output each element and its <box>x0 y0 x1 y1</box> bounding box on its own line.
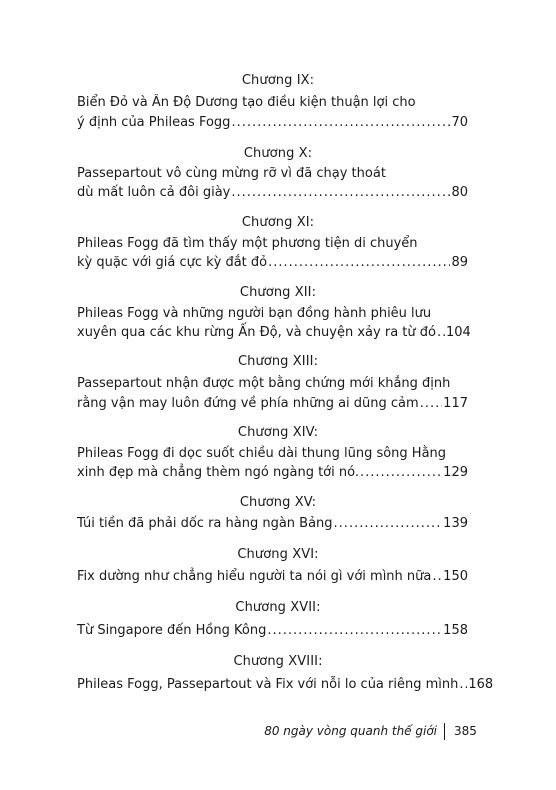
dot-leader <box>334 515 443 533</box>
toc-entry[interactable] <box>77 622 468 640</box>
chapter-heading: Chương XVII: <box>235 600 321 615</box>
dot-leader <box>437 324 445 342</box>
page-number: 158 <box>443 623 468 638</box>
entry-title-line: Phileas Fogg đã tìm thấy một phương tiện di chuyển <box>77 236 418 251</box>
toc-entry[interactable] <box>77 184 468 202</box>
chapter-heading: Chương XI: <box>241 215 315 230</box>
toc-entry[interactable] <box>77 568 468 586</box>
chapter-heading: Chương XIII: <box>237 354 319 369</box>
page-number: 168 <box>468 677 494 692</box>
page-number: 139 <box>443 516 468 531</box>
page-number: 104 <box>445 325 471 340</box>
entry-title-line: Túi tiền đã phải dốc ra hàng ngàn Bảng <box>77 516 333 531</box>
footer-divider <box>444 723 445 740</box>
chapter-heading: Chương IX: <box>241 73 315 88</box>
toc-entry[interactable] <box>77 464 468 482</box>
entry-title-line: Passepartout vô cùng mừng rỡ vì đã chạy thoát <box>77 166 386 181</box>
entry-title-line: Passepartout nhận được một bằng chứng mới khẳng định <box>77 376 451 391</box>
page-number: 150 <box>443 569 468 584</box>
page-number: 80 <box>451 185 468 200</box>
page-footer <box>0 722 556 740</box>
toc-entry[interactable] <box>77 515 468 533</box>
page-number: 70 <box>451 115 468 130</box>
dot-leader <box>231 184 450 202</box>
entry-title-line: Từ Singapore đến Hồng Kông <box>77 623 267 638</box>
folio-page-number: 385 <box>454 724 477 738</box>
toc-entry[interactable] <box>77 114 468 132</box>
chapter-heading: Chương XVIII: <box>233 654 323 669</box>
page-number: 117 <box>443 396 468 411</box>
entry-title-line: xuyên qua các khu rừng Ấn Độ, và chuyện xảy ra từ đó <box>77 325 436 340</box>
dot-leader <box>420 395 442 413</box>
chapter-heading: Chương XII: <box>239 285 317 300</box>
dot-leader <box>459 676 467 694</box>
entry-title-line: kỳ quặc với giá cực kỳ đắt đỏ <box>77 255 268 270</box>
entry-title-line: Phileas Fogg, Passepartout và Fix với nỗi lo của riêng mình <box>77 677 459 692</box>
page-number: 89 <box>451 255 468 270</box>
toc-entry[interactable] <box>77 395 468 413</box>
chapter-heading: Chương X: <box>243 146 313 161</box>
book-title: 80 ngày vòng quanh thế giới <box>264 724 437 738</box>
dot-leader <box>267 622 442 640</box>
toc-entry[interactable] <box>77 254 468 272</box>
chapter-heading: Chương XIV: <box>237 425 319 440</box>
entry-title-line: ý định của Phileas Fogg <box>77 115 231 130</box>
entry-title-line: Biển Đỏ và Ấn Độ Dương tạo điều kiện thuận lợi cho <box>77 95 416 110</box>
dot-leader <box>231 114 450 132</box>
toc-entry[interactable] <box>77 324 471 342</box>
toc-entry[interactable] <box>77 676 494 694</box>
chapter-heading: Chương XVI: <box>237 547 319 562</box>
dot-leader <box>268 254 450 272</box>
entry-title-line: Fix dường như chẳng hiểu người ta nói gì với mình nữa <box>77 569 432 584</box>
entry-title-line: Phileas Fogg và những người bạn đồng hành phiêu lưu <box>77 306 432 321</box>
page-number: 129 <box>443 465 468 480</box>
dot-leader <box>432 568 442 586</box>
entry-title-line: xinh đẹp mà chẳng thèm ngó ngàng tới nó. <box>77 465 359 480</box>
dot-leader <box>360 464 442 482</box>
entry-title-line: dù mất luôn cả đôi giày <box>77 185 231 200</box>
entry-title-line: Phileas Fogg đi dọc suốt chiều dài thung lũng sông Hằng <box>77 446 447 461</box>
entry-title-line: rằng vận may luôn đứng về phía những ai dũng cảm <box>77 396 419 411</box>
chapter-heading: Chương XV: <box>239 495 317 510</box>
